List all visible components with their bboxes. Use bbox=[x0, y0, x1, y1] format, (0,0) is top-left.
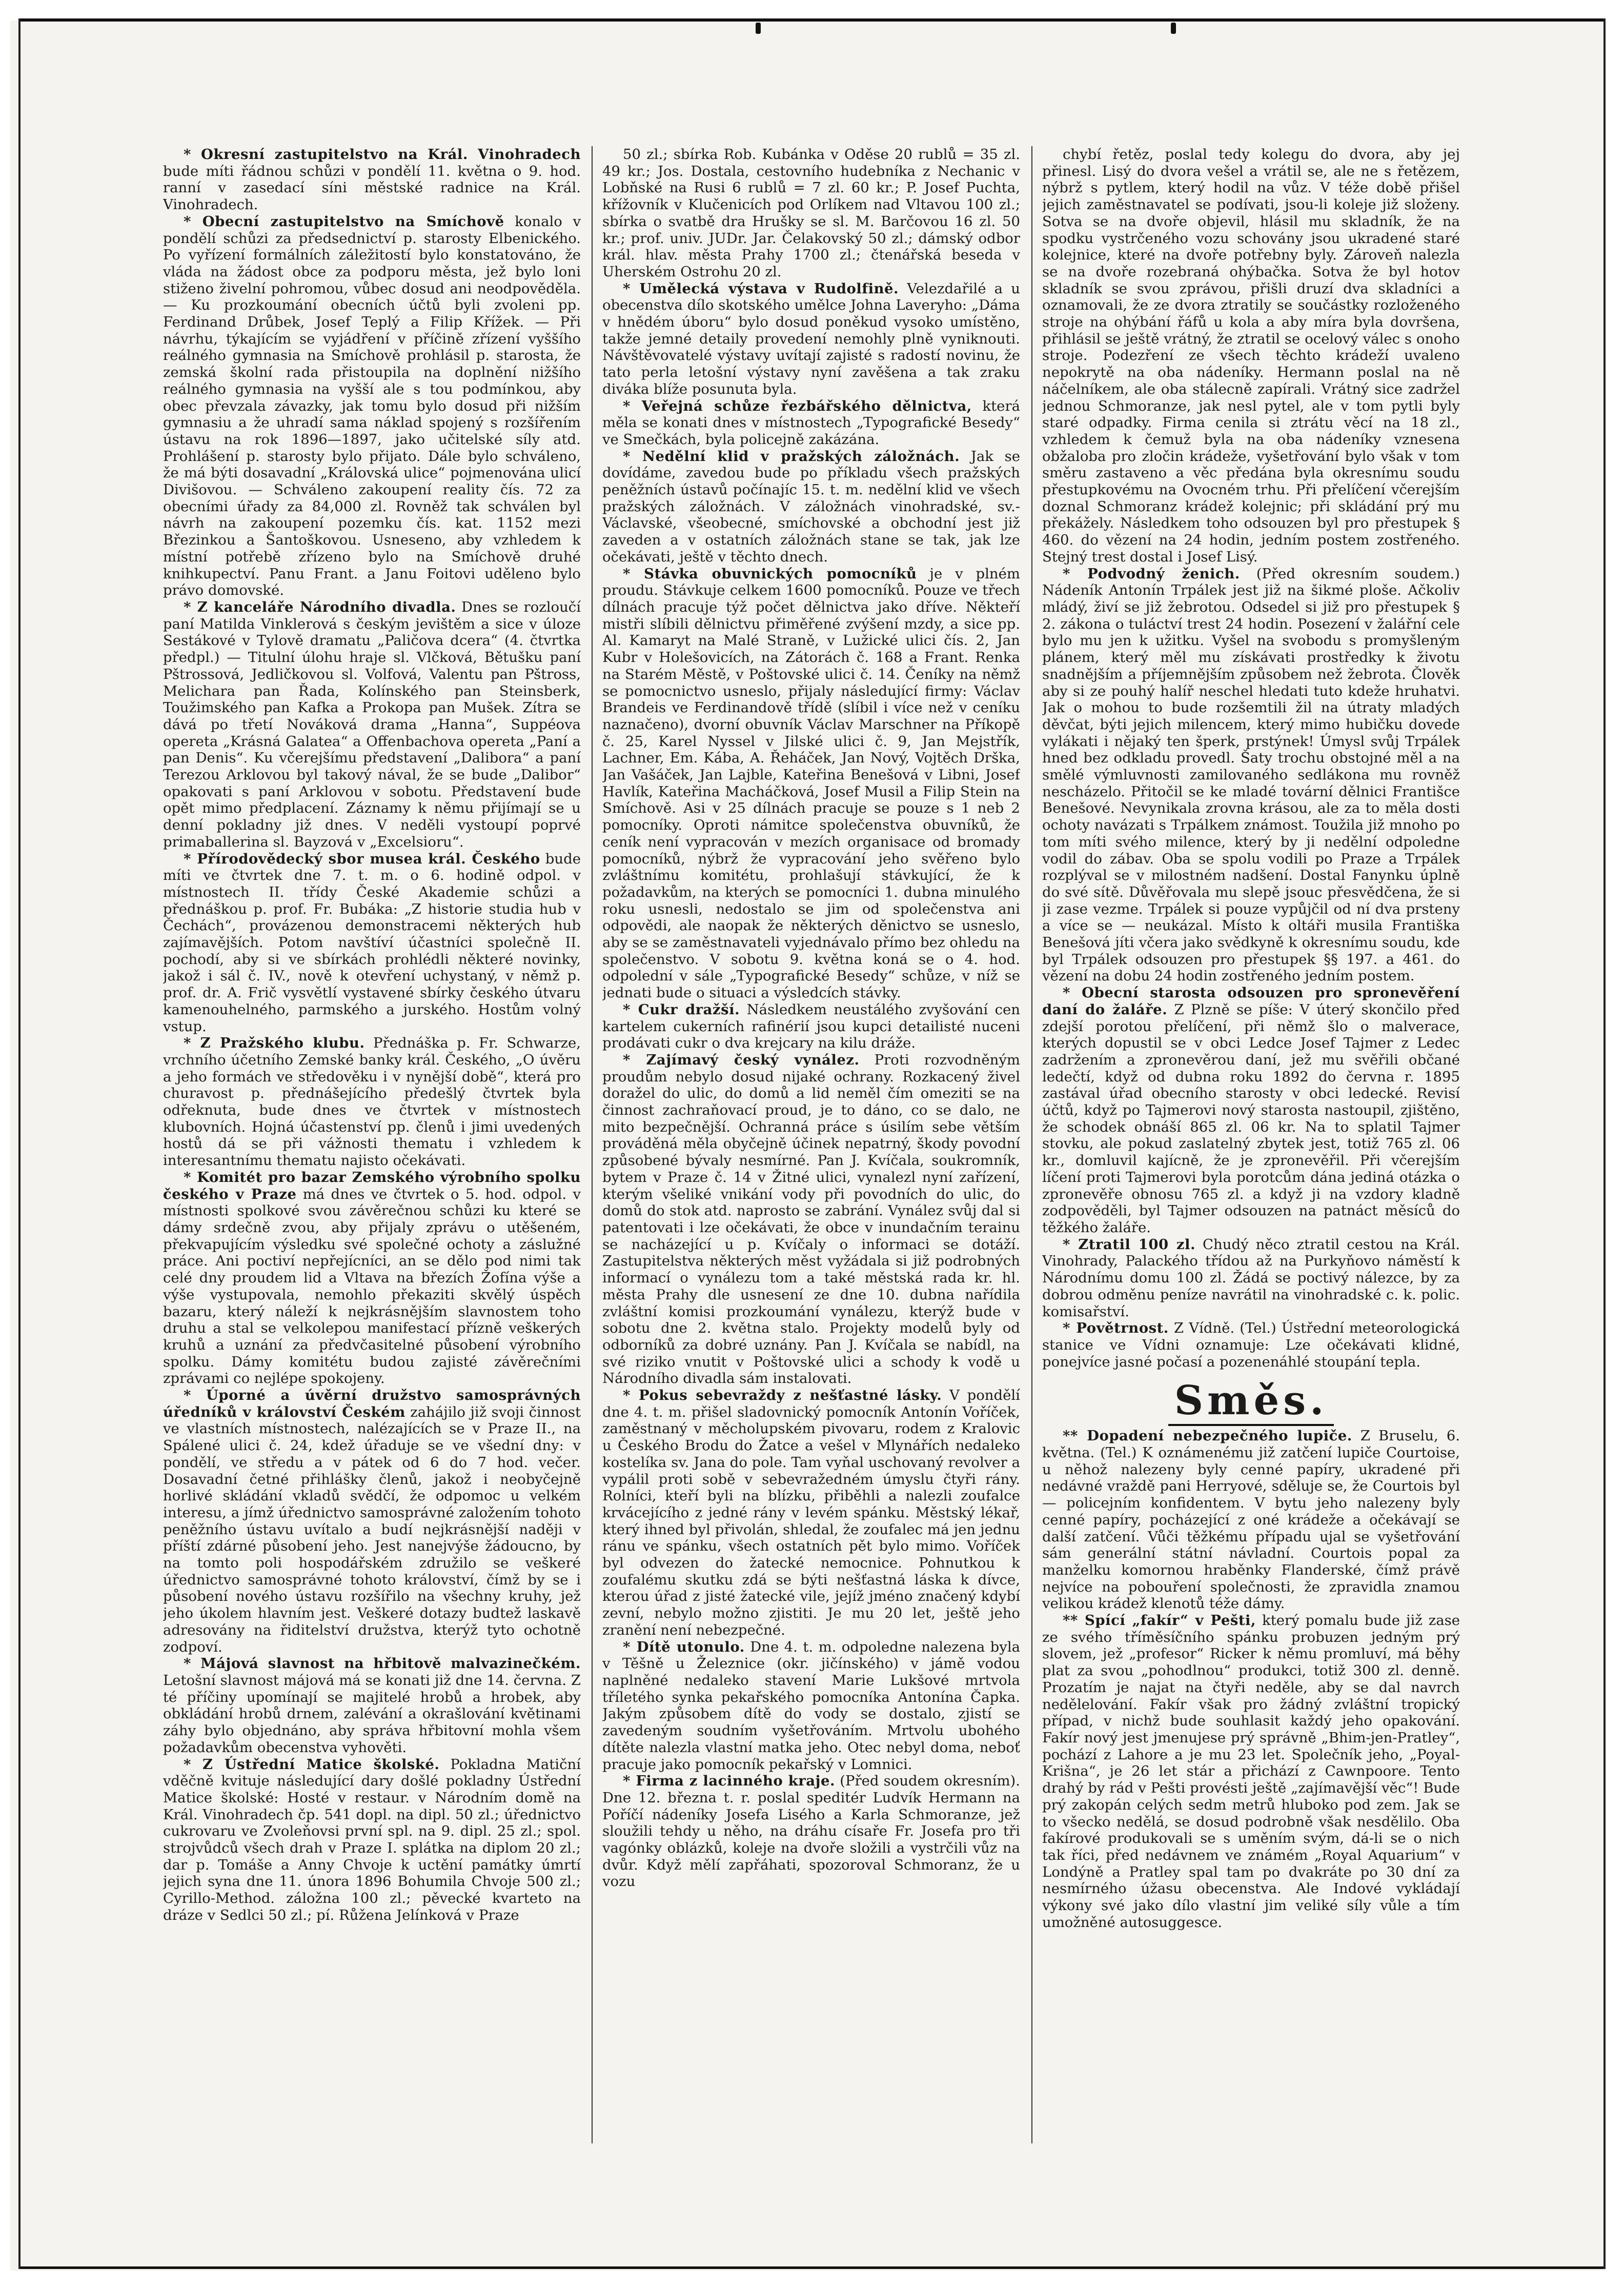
news-item-headline: * Okresní zastupitelstvo na Král. Vinohradech bbox=[184, 146, 581, 163]
news-item-body: konalo v pondělí schůzi za předsednictví p. starosty Elbenického. Po vyřízení formálních záležitostí bylo konstatováno, že vláda na žádost obce za podporu města, jež bylo loni stiženo živelní pohromou, vůbec dosud ani neodpověděla. — Ku prozkoumání obecních účtů byli zvoleni pp. Ferdinand Drůbek, Josef Teplý a Filip Křížek. — Při návrhu, týkajícím se vyjádření v příčině zřízení vyššího reálného gymnasia na Smíchově prohlásil p. starosta, že zemská školní rada přistoupila na doplnění nižšího reálného gymnasia na vyšší ale s tou podmínkou, aby obec převzala závazky, jak tomu bylo dosud při nižším gymnasiu a že uhradí sama náklad spojený s rozšířením ústavu na rok 1896—1897, jako učitelské síly atd. Prohlášení p. starosty bylo přijato. Dále bylo schváleno, že má býti dosavadní „Královská ulice“ pojmenována ulicí Divišovou. — Schváleno zakoupení reality čís. 72 za obecními úřady za 84,000 zl. Rovněž tak schválen byl návrh na zakoupení pozemku čís. kat. 1152 mezi Březinkou a Šantoškovou. Usneseno, aby vzhledem k místní potřebě zřízeno bylo na Smíchově druhé knihkupectví. Panu Frant. a Janu Foitovi uděleno bylo právo domovské. bbox=[163, 213, 581, 599]
news-item-body: má dnes ve čtvrtek o 5. hod. odpol. v místnosti spolkové svou závěrečnou schůzi ku které se dámy srdečně zvou, aby přijaly zprávu o utěšeném, překvapujícím výsledku své společné ochoty a záslužné práce. Ani poctiví nepřejícníci, an se dělo pod nimi tak celé dny proudem lid a Vltava na březích Žofína výše a výše vystupovala, nemohlo překaziti skvělý úspěch bazaru, který náleží k nejkrásnějším slavnostem toho druhu a stal se velkolepou manifestací přízně veškerých kruhů a uznání za předvčasitelné působení výrobního spolku. Dámy komitétu budou zajisté závěrečními zprávami co nejlépe spokojeny. bbox=[163, 1186, 581, 1387]
news-item-body: bude míti řádnou schůzi v pondělí 11. května o 9. hod. ranní v zasedací síni městské radnice na Král. Vinohradech. bbox=[163, 163, 581, 213]
news-item bbox=[602, 280, 1020, 398]
news-item-headline: * Obecní starosta odsouzen pro spronevěření daní do žaláře. bbox=[1042, 985, 1460, 1018]
page-frame-left bbox=[18, 18, 21, 2269]
column-rule bbox=[1031, 146, 1032, 2143]
news-item-headline: ** Spící „fakír“ v Pešti, bbox=[1063, 1612, 1256, 1629]
news-item-body: zahájilo již svoji činnost ve vlastních místnostech, nalézajících se v Praze II., na Spálené ulici č. 24, kdež úřaduje se ve všední dny: v pondělí, ve středu a v pátek od 6 do 7 hod. večer. Dosavadní četné přihlášky členů, jakož i neobyčejně horlivé skládání vkladů svědčí, že odpomoc u velkém interesu, a jímž úřednictvo samosprávné založením tohoto peněžního ústavu uvítalo a budí nejkrásnější naději v příští zdárné působení jeho. Jest nanejvýše žádoucno, by na tomto poli hospodářském združilo se veškeré úřednictvo samosprávné tohoto království, čímž by se i působení nového ústavu rozšířilo na všechny kruhy, jež jeho úkolem hlavním jest. Veškeré dotazy budtež laskavě adresovány na řiditelství družstva, kterýž tyto ochotně zodpoví. bbox=[163, 1403, 581, 1655]
scan-border-bottom bbox=[0, 2271, 1624, 2289]
news-item-headline: * Firma z lacinného kraje. bbox=[623, 1773, 836, 1790]
news-item bbox=[602, 1387, 1020, 1639]
news-item bbox=[1042, 146, 1460, 566]
scan-mark bbox=[1171, 23, 1176, 34]
news-item-body: Chudý něco ztratil cestou na Král. Vinohrady, Palackého třídou až na Purkyňovo náměstí k Národnímu domu 100 zl. Žádá se poctivý nálezce, by za dobrou odměnu peníze navrátil na vinohradské c. k. polic. komisařství. bbox=[1042, 1236, 1460, 1320]
news-item-headline: * Komitét pro bazar Zemského výrobního spolku českého v Praze bbox=[163, 1169, 581, 1202]
news-item bbox=[602, 1639, 1020, 1773]
news-item bbox=[1042, 1236, 1460, 1320]
news-item-headline: * Zajímavý český vynález. bbox=[623, 1051, 860, 1068]
news-item-body: bude míti ve čtvrtek dne 7. t. m. o 6. hodině odpol. v místnostech II. třídy České Akademie schůzi a přednáškou p. prof. Fr. Bubáka: „Z historie studia hub v Čechách“, provázenou demonstracemi některých hub zajímavějších. Potom navštíví účastníci společně II. pochodí, aby si ve sbírkách prohlédli některé novinky, jakož i sál č. IV., nově k otevření uchystaný, v němž p. prof. dr. A. Frič vysvětlí vystavené sbírky českého útvaru kamenouhelného, parmského a jurského. Hostům volný vstup. bbox=[163, 850, 581, 1035]
newspaper-page bbox=[163, 146, 1460, 2143]
news-item-headline: * Stávka obuvnických pomocníků bbox=[623, 565, 917, 582]
news-item-body: který pomalu bude již zase ze svého tříměsíčního spánku probuzen jedným prý slovem, jež „profesor“ Ricker k němu promluví, má běhy plat za svou „pohodlnou“ produkci, totiž 300 zl. denně. Prozatím je najat na čtyři neděle, aby se dal navrch nedělelování. Fakír však pro žádný zvláštní tropický případ, v nichž bude souhlasit každý jeho opakování. Fakír nový jest jmenujese prý správně „Bhim-jen-Pratley“, pochází z Lahore a je mu 23 let. Společník jeho, „Poyal-Krišna“, je 26 let stár a přichází z Cawnpoore. Tento drahý by rád v Pešti provésti ještě „zajímavější věc“! Bude prý zakopán celých sedm metrů hluboko pod zem. Jak se to všecko nedělá, se dosud podrobně však nesdělilo. Oba fakírové produkovali se s uměním svým, dá-li se o nich tak říci, před nedávnem ve známém „Royal Aquarium“ v Londýně a Pratley spal tam po dvakráte po 30 dní za nesmírného úžasu obecenstva. Ale Indové vykládají výkony své jako dílo vlastní jim veliké síly vůle a tím umožněné autosuggesce. bbox=[1042, 1612, 1460, 1931]
news-item-headline: * Obecní zastupitelstvo na Smíchově bbox=[184, 213, 504, 230]
news-item bbox=[602, 566, 1020, 1001]
news-item-headline: * Umělecká výstava v Rudolfině. bbox=[623, 280, 899, 297]
news-item-body: V pondělí dne 4. t. m. přišel sladovnický pomocník Antonín Voříček, zaměstnaný v měcholupském pivovaru, rodem z Kralovic u Českého Brodu do Žatce a vešel v Mlynářích nedaleko kostelíka sv. Jana do pole. Tam vyňal uschovaný revolver a vypálil proti sobě v sebevražedném úmyslu čtyři rány. Rolníci, kteří byli na blízku, přiběhli a nalezli zoufalce krvácejícího z jedné rány v levém spánku. Městský lékař, který ihned byl přivolán, shledal, že zoufalec má jen jednu ránu ve spánku, všech ostatních pět bylo mimo. Voříček byl odvezen do žatecké nemocnice. Pohnutkou k zoufalému skutku zdá se býti nešťastná láska k dívce, kterou úřad z jisté žatecké vile, jejíž jméno značený kdybí zevní, nebylo možno zjistiti. Je mu 20 let, ještě jeho zranění není nebezpečné. bbox=[602, 1387, 1020, 1638]
news-item-body: Z Vídně. (Tel.) Ústřední meteorologická stanice ve Vídni oznamuje: Lze očekávati klidné, ponejvíce jasné počasí a pozenenáhlé stoupání tepla. bbox=[1042, 1320, 1460, 1370]
news-item bbox=[163, 1035, 581, 1169]
news-item bbox=[163, 213, 581, 599]
news-item bbox=[163, 599, 581, 851]
news-item bbox=[1042, 1320, 1460, 1370]
news-item bbox=[602, 398, 1020, 448]
news-item-body: Z Plzně se píše: V úterý skončilo před zdejší porotou přelíčení, při němž šlo o malverace, kterých dopustil se v obci Ledce Josef Tajmer z Ledec zadržením a zpronevěrou daní, jež mu svěřili občané ledečtí, když od dubna roku 1892 do června r. 1895 zastával úřad obecního starosty v obci ledecké. Revisí účtů, když po Tajmerovi nový starosta nastoupil, zjištěno, že schodek obnáší 865 zl. 06 kr. Na to splatil Tajmer stovku, ale pokud zaslatelný zbytek jest, totiž 765 zl. 06 kr., domluvil kajícně, že je zpronevěřil. Při včerejším líčení proti Tajmerovi byla porotcům dána jediná otázka o zpronevěře obnosu 765 zl. a když ji na vzdory kladně zodpověděli, byl Tajmer odsouzen na patnáct měsíců do těžkého žaláře. bbox=[1042, 1001, 1460, 1236]
page-frame-top bbox=[18, 18, 1606, 22]
news-item-headline: * Z kanceláře Národního divadla. bbox=[184, 598, 456, 615]
news-item-headline: * Z Pražského klubu. bbox=[184, 1035, 365, 1052]
news-item-headline: * Podvodný ženich. bbox=[1063, 565, 1240, 582]
news-item-headline: * Ztratil 100 zl. bbox=[1063, 1236, 1196, 1253]
news-item-body: Přednáška p. Fr. Schwarze, vrchního účetního Zemské banky král. Českého, „O úvěru a jeho formách ve středověku i v nynější době“, která pro churavost p. přednášejícího předešlý čtvrtek byla odřeknuta, bude dnes ve čtvrtek v místnostech klubovních. Hojná účastenství pp. členů i jimi uvedených hostů dá se při vážnosti thematu i vzhledem k interesantnímu thematu najisto očekávati. bbox=[163, 1035, 581, 1169]
scan-border-right bbox=[1606, 0, 1624, 2289]
news-item-body: Z Bruselu, 6. května. (Tel.) K oznámenému již zatčení lupiče Courtoise, u něhož nalezeny byly cenné papíry, ukradené při nedávné vraždě pani Herryové, sděluje se, že Courtois byl — policejním konfidentem. V bytu jeho nalezeny byly cenné papíry, pocházející z oné krádeže a očekávají se další zatčení. Vůči těžkému případu ujal se vyšetřování sám generální státní návladní. Courtois popal za manželku komornou hraběnky Flanderské, čímž právě nejvíce na pobouření společnosti, že zpravidla znamou velikou krádež klenotů téže dámy. bbox=[1042, 1428, 1460, 1612]
news-item-body: je v plném proudu. Stávkuje celkem 1600 pomocníků. Pouze ve třech dílnách pracuje týž počet dělnictva jako dříve. Někteří mistři slíbili dělnictvu přiměřené zvýšení mzdy, a sice pp. Al. Kamaryt na Malé Straně, v Lužické ulici čís. 2, Jan Kubr v Holešovicích, na Zátorách č. 168 a Frant. Renka na Starém Městě, v Poštovské ulici č. 14. Čeníky na němž se pomocnictvo usneslo, přijaly následující firmy: Václav Brandeis ve Ferdinandově třídě (slíbil i více než v ceníku naznačeno), dvorní obuvník Václav Marschner na Příkopě č. 25, Karel Nyssel v Jilské ulici č. 9, Jan Mejstřík, Lachner, Em. Kába, A. Řeháček, Jan Nový, Vojtěch Drška, Jan Vašáček, Jan Lajble, Kateřina Benešová v Libni, Josef Havlík, Kateřina Macháčková, Josef Musil a Filip Stein na Smíchově. Asi v 25 dílnách pracuje se pouze s 1 neb 2 pomocníky. Oproti námitce společenstva obuvníků, že ceník není vypracován v mezích organisace od bromady pomocníků, nýbrž že vypracování jeho svěřeno bylo zvláštnímu komitétu, prohlašují stávkující, že k požadavkům, na kterých se pomocníci 1. dubna minulého roku usnesli, nedostalo se jim od společenstva ani odpovědi, ale naopak že některých děnictvo se usneslo, aby se se zaměstnavateli vyjednávalo přímo bez ohledu na společenstvo. V sobotu 9. května koná se o 4. hod. odpolední v sále „Typografické Besedy“ schůze, v níž se jednati bude o situaci a výsledcích stávky. bbox=[602, 565, 1020, 1001]
news-item-headline: * Úporné a úvěrní družstvo samosprávných úředníků v království Českém bbox=[163, 1387, 581, 1420]
news-item-headline: * Májová slavnost na hřbitově malvazinečkém. bbox=[184, 1655, 581, 1672]
news-item bbox=[602, 146, 1020, 280]
news-item bbox=[1042, 985, 1460, 1236]
news-item-headline: * Přírodovědecký sbor musea král. Českého bbox=[184, 850, 540, 867]
section-heading bbox=[1042, 1379, 1460, 1422]
column-3 bbox=[1042, 146, 1460, 2143]
scan-border-left bbox=[0, 0, 10, 2289]
news-item-headline: * Cukr dražší. bbox=[623, 1001, 740, 1018]
news-item-body: Velezdařilé a u obecenstva dílo skotského umělce Johna Laveryho: „Dáma v hnědém úboru“ bylo dosud poněkud vysoko umístěno, takže jemné detaily provedení nemohly plně vyniknouti. Návštěvovatelé výstavy uvítají zajisté s radostí novinu, že tato perla letošní výstavy nyní zavěšena a tak zraku diváka blíže posunuta byla. bbox=[602, 280, 1020, 397]
scan-border-top bbox=[0, 0, 1624, 21]
news-item-body: chybí řetěz, poslal tedy kolegu do dvora, aby jej přinesl. Lisý do dvora vešel a vrátil se, ale ne s řetězem, nýbrž s pytlem, který hodil na vůz. V téže době přišel jejich zaměstnavatel se podívati, jsou-li koleje již složeny. Sotva se na dvoře objevil, hlásil mu skladník, že na spodku vystrčeného vozu schovány jsou ukradené staré kolejnice, které na dvoře potřebny byly. Zároveň nalezla se na dvoře rozebraná ohýbačka. Sotva že byl hotov skladník se svou zprávou, přišli druzí dva skladníci a oznamovali, že ze dvora ztratily se součástky rozloženého stroje na ohýbání řáfů u kola a aby míra byla dovršena, přihlásil se ještě vrátný, že ztratil se ocelový válec s onoho stroje. Podezření ze všech těchto krádeží uvaleno nepokrytě na oba nádeníky. Hermann poslal na ně náčelníkem, ale oba stálecně zapírali. Vrátný sice zadržel jednou Schmoranze, jak nesl pytel, ale v tom pytli byly staré odpadky. Firma cenila si ztrátu věcí na 18 zl., vzhledem k čemuž byla na oba nádeníky vznesena obžaloba pro zločin krádeže, vyšetřování bylo však v tom směru zastaveno a věc předána byla okresnímu soudu přestupkovému na Ovocném trhu. Při přelíčení včerejším doznal Schmoranz krádež kolejnic; při skládání prý mu překážely. Následkem toho odsouzen byl pro přestupek § 460. do vězení na 24 hodin, jedním postem zostřeného. Stejný trest dostal i Josef Lisý. bbox=[1042, 146, 1460, 565]
column-rule bbox=[592, 146, 593, 2143]
news-item-headline: * Dítě utonulo. bbox=[623, 1638, 745, 1655]
news-item-body: Proti rozvodněným proudům nebylo dosud nijaké ochrany. Rozkacený živel doražel do ulic, do domů a lid neměl čím omeziti se na činnost zachraňovací proud, je to dáno, co se dalo, ne mito bezpečnější. Ochranná práce s úsilím sebe větším prováděná měla obyčejně účinek nepatrný, škody povodní způsobené bývaly nesmírné. Pan J. Kvíčala, soukromník, bytem v Praze č. 14 v Žitné ulici, vynalezl nyní zařízení, kterým všeliké vnikání vody při povodních do ulic, do domů do stok atd. naprosto se zabrání. Vynález svůj dal si patentovati i lze očekávati, že obce v inundačním terainu se nacházející u p. Kvíčaly o informaci se dotáží. Zastupitelstva některých měst vyžádala si již podrobných informací o vynálezu tom a také městská rada kr. hl. města Prahy dle usnesení ze dne 10. dubna nařídila zvláštní komisi prozkoumání vynálezu, kterýž bude v sobotu dne 2. května stalo. Projekty modelů byly od odborníků za dobré uznány. Pan J. Kvíčala se nabídl, na své riziko vnutit v Poštovské ulici a schody k vodě u Národního divadla sám instalovati. bbox=[602, 1051, 1020, 1387]
news-item bbox=[602, 448, 1020, 566]
news-item bbox=[1042, 1428, 1460, 1612]
news-item bbox=[1042, 1612, 1460, 1931]
page-frame-right bbox=[1603, 18, 1606, 2269]
scan-mark bbox=[756, 23, 761, 34]
news-item-body: Dne 4. t. m. odpoledne nalezena byla v Těšně u Železnice (okr. jičínského) v jámě vodou naplněné nedaleko stavení Marie Lukšové mrtvola tříletého synka pekařského pomocníka Antonína Čapka. Jakým způsobem dítě do vody se dostalo, zjistí se zavedeným soudním vyšetřováním. Mrtvolu ubohého dítěte nalezla vlastní matka jeho. Otec nebyl doma, neboť pracuje jako pomocník pekařský v Lomnici. bbox=[602, 1638, 1020, 1773]
news-item-body: (Před soudem okresním). Dne 12. března t. r. poslal speditér Ludvík Hermann na Poříčí nádeníky Josefa Lisého a Karla Schmoranze, jež sloužili tehdy u něho, na dráhu císaře Fr. Josefa pro tři vagónky oblázků, koleje na dvoře složili a vystrčili vůz na dvůr. Když mělí zapřáhati, spozoroval Schmoranz, že u vozu bbox=[602, 1773, 1020, 1890]
column-2 bbox=[602, 146, 1020, 2143]
news-item bbox=[163, 1655, 581, 1756]
news-item-body: Pokladna Matiční vděčně kvituje následující dary došlé pokladny Ústřední Matice školské: Hosté v restaur. v Národním domě na Král. Vinohradech čp. 541 dopl. na dipl. 50 zl.; úřednictvo cukrovaru ve Zvoleňovsi první spl. na 9. dipl. 25 zl.; spol. strojvůdců všech drah v Praze I. splátka na diplom 20 zl.; dar p. Tomáše a Anny Chvoje k uctění památky úmrtí jejich syna dne 11. února 1896 Bohumila Chvoje 500 zl.; Cyrillo-Method. záložna 100 zl.; pěvecké kvarteto na dráze v Sedlci 50 zl.; pí. Růžena Jelínková v Praze bbox=[163, 1756, 581, 1923]
news-item bbox=[163, 146, 581, 213]
news-item-headline: ** Dopadení nebezpečného lupiče. bbox=[1063, 1428, 1352, 1444]
news-item bbox=[602, 1773, 1020, 1890]
news-item bbox=[163, 1756, 581, 1924]
news-item-body: Jak se dovídáme, zavedou bude po příkladu všech pražských peněžních ústavů počínajíc 15. t. m. nedělní klid ve všech pražských záložnách. V záložnách vinohradské, sv.-Václavské, všeobecné, smíchovské a obchodní jest již zaveden a v ostatních záložnách stane se tak, jak lze očekávati, ještě v těchto dnech. bbox=[602, 448, 1020, 565]
news-item-body: Dnes se rozloučí paní Matilda Vinklerová s českým jevištěm a sice v úloze Sestákové v Tylově dramatu „Paličova dcera“ (4. čtvrtka předpl.) — Titulní úlohu hraje sl. Vlčková, Bětušku paní Pštrossová, Jedličkovou sl. Volfová, Valentu pan Pštross, Melichara pan Řada, Kolínského pan Steinsberk, Toužimského pan Kafka a Prokopa pan Mušek. Zítra se dává po třetí Nováková drama „Hanna“, Suppéova opereta „Krásná Galatea“ a Offenbachova opereta „Paní a pan Denis“. Ku včerejšímu představení „Dalibora“ a paní Terezou Arklovou byl takový nával, že se bude „Dalibor“ opakovati s paní Arklovou v sobotu. Představení bude opět mimo předplacení. Záznamy k němu přijímají se u denní pokladny již dnes. V neděli vystoupí poprvé primaballerina sl. Bayzová v „Excelsioru“. bbox=[163, 598, 581, 850]
news-item bbox=[163, 851, 581, 1035]
news-item-headline: * Veřejná schůze řezbářského dělnictva, bbox=[623, 397, 972, 414]
news-item-headline: * Povětrnost. bbox=[1063, 1320, 1169, 1337]
news-item bbox=[1042, 566, 1460, 985]
news-item-body: Letošní slavnost májová má se konati již dne 14. června. Z té příčiny upomínají se majitelé hrobů a hrobek, aby obkládání hrobů drnem, zalévání a okrašlování květinami záhy bylo objednáno, aby správa hřbitovní mohla všem požadavkům obecenstva vyhověti. bbox=[163, 1672, 581, 1756]
news-item bbox=[163, 1169, 581, 1387]
news-item-body: která měla se konati dnes v místnostech „Typografické Besedy“ ve Smečkách, byla policejně zakázána. bbox=[602, 397, 1020, 448]
news-item-headline: * Pokus sebevraždy z nešťastné lásky. bbox=[623, 1387, 942, 1404]
news-item-headline: * Nedělní klid v pražských záložnách. bbox=[623, 448, 960, 465]
section-heading-text: Směs. bbox=[1168, 1377, 1334, 1426]
news-item bbox=[602, 1052, 1020, 1387]
news-item bbox=[602, 1001, 1020, 1052]
column-1 bbox=[163, 146, 581, 2143]
news-item-body: Následkem neustálého zvyšování cen kartelem cukerních rafinérií jsou kupci detailisté nuceni prodávati cukr o dva krejcary na kilu dráže. bbox=[602, 1001, 1020, 1052]
news-item bbox=[163, 1387, 581, 1655]
news-item-headline: * Z Ústřední Matice školské. bbox=[184, 1756, 440, 1773]
news-item-body: 50 zl.; sbírka Rob. Kubánka v Oděse 20 rublů = 35 zl. 49 kr.; Jos. Dostala, cestovního hudebníka z Nechanic v Lobňské na Rusi 6 rublů = 7 zl. 60 kr.; P. Josef Puchta, křížovník v Klučenicích pod Orlíkem nad Vltavou 100 zl.; sbírka o svatbě dra Hrušky se sl. M. Barčovou 16 zl. 50 kr.; prof. univ. JUDr. Jar. Čelakovský 50 zl.; dámský odbor král. hlav. města Prahy 1700 zl.; čtenářská beseda v Uherském Ostrohu 20 zl. bbox=[602, 146, 1020, 280]
page-frame-bottom bbox=[18, 2266, 1606, 2269]
news-item-body: (Před okresním soudem.) Nádeník Antonín Trpálek jest již na šikmé ploše. Ačkoliv mládý, živí se již žebrotou. Odsedel si již pro přestupek § 2. zákona o tuláctví trest 24 hodin. Posezení v žalářní cele bylo mu jen k užitku. Vyšel na svobodu s promyšleným plánem, který měl mu získávati prostředky k životu snadnějším a příjemnějším způsobem než žebrota. Člověk aby si ze pouhý halíř neschel hledati tuto kdeže hruhatvi. Jak o mohou to bude rozšemtili žil na útraty mladých děvčat, býti jejich milencem, který mimo hubičku dovede vylákati i nějaký ten šperk, prstýnek! Úmysl svůj Trpálek hned bez odkladu provedl. Šaty trochu obstojné měl a na smělé výmluvnosti zamilovaného sedlákona mu rovněž nescházelo. Přitočil se ke mladé tovární dělnici Františce Benešové. Nevynikala zrovna krásou, ale za to měla dosti ochoty navázati s Trpálkem známost. Toužila již mnoho po tom míti svého milence, který by ji nedělní odpoledne vodil do zábav. Oba se spolu vodili po Praze a Trpálek rozplýval se v milostném nadšení. Dostal Fanynku úplně do své sítě. Důvěřovala mu slepě jsouc přesvědčena, že si ji zase vezme. Trpálek si pouze vypůjčil od ní dva prsteny a více se — neukázal. Místo k oltáři musila Františka Benešová jíti včera jako svědkyně k okresnímu soudu, kde byl Trpálek odsouzen pro přestupek §§ 197. a 461. do vězení na dobu 24 hodin zostřeného jedním postem. bbox=[1042, 565, 1460, 985]
